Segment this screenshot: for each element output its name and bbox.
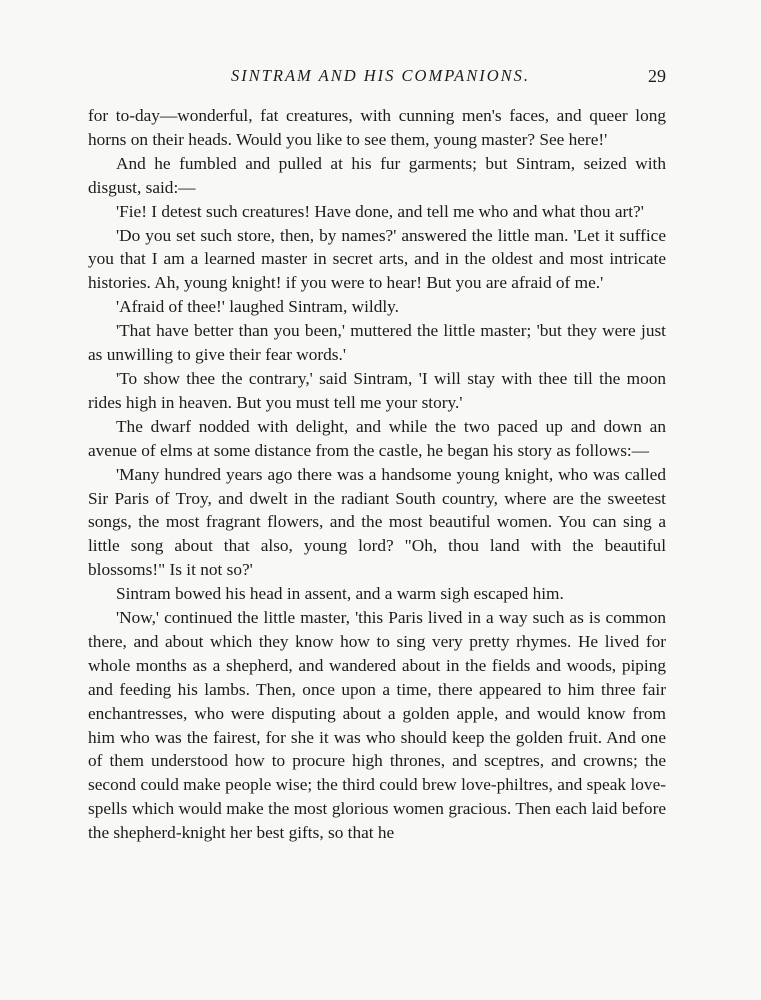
page-number: 29 bbox=[648, 66, 666, 86]
paragraph: 'Do you set such store, then, by names?' answered the little man. 'Let it suffice you that I am a learned master in secret arts, and in the oldest and most intricate histories. Ah, young knight! if you were to hear! But you are afraid of me.' bbox=[88, 225, 666, 293]
paragraph: Sintram bowed his head in assent, and a warm sigh escaped him. bbox=[116, 584, 564, 604]
paragraph: 'That have better than you been,' muttered the little master; 'but they were just as unwilling to give their fear words.' bbox=[88, 321, 666, 365]
paragraph: 'Fie! I detest such creatures! Have done, and tell me who and what thou art?' bbox=[116, 201, 644, 221]
paragraph: And he fumbled and pulled at his fur garments; but Sintram, seized with disgust, said:— bbox=[88, 153, 666, 197]
paragraph: 'To show thee the contrary,' said Sintram, 'I will stay with thee till the moon rides high in heaven. But you must tell me your story.' bbox=[88, 368, 666, 412]
paragraph: for to-day—wonderful, fat creatures, with cunning men's faces, and queer long horns on their heads. Would you like to see them, young master? See here!' bbox=[88, 106, 666, 149]
running-title: SINTRAM AND HIS COMPANIONS. bbox=[230, 66, 531, 85]
paragraph: 'Afraid of thee!' laughed Sintram, wildly. bbox=[116, 297, 399, 317]
body-text bbox=[88, 104, 666, 845]
paragraph: The dwarf nodded with delight, and while the two paced up and down an avenue of elms at some distance from the castle, he began his story as follows:— bbox=[88, 416, 666, 460]
paragraph: 'Many hundred years ago there was a handsome young knight, who was called Sir Paris of Troy, and dwelt in the radiant South country, where are the sweetest songs, the most fragrant flowers, and the most beautiful women. You can sing a little song about that also, young lord? "Oh, thou land with the beautiful blossoms!" Is it not so?' bbox=[88, 464, 666, 580]
paragraph: 'Now,' continued the little master, 'this Paris lived in a way such as is common there, and about which they know how to sing very pretty rhymes. He lived for whole months as a shepherd, and wandered about in the fields and woods, piping and feeding his lambs. Then, once upon a time, there appeared to him three fair enchantresses, who were disputing about a golden apple, and would know from him who was the fairest, for she it was who should keep the golden fruit. And one of them understood how to procure high thrones, and sceptres, and crowns; the second could make people wise; the third could brew love-philtres, and speak love-spells which would make the most glorious women gracious. Then each laid before the shepherd-knight her best gifts, so that he bbox=[88, 608, 666, 843]
